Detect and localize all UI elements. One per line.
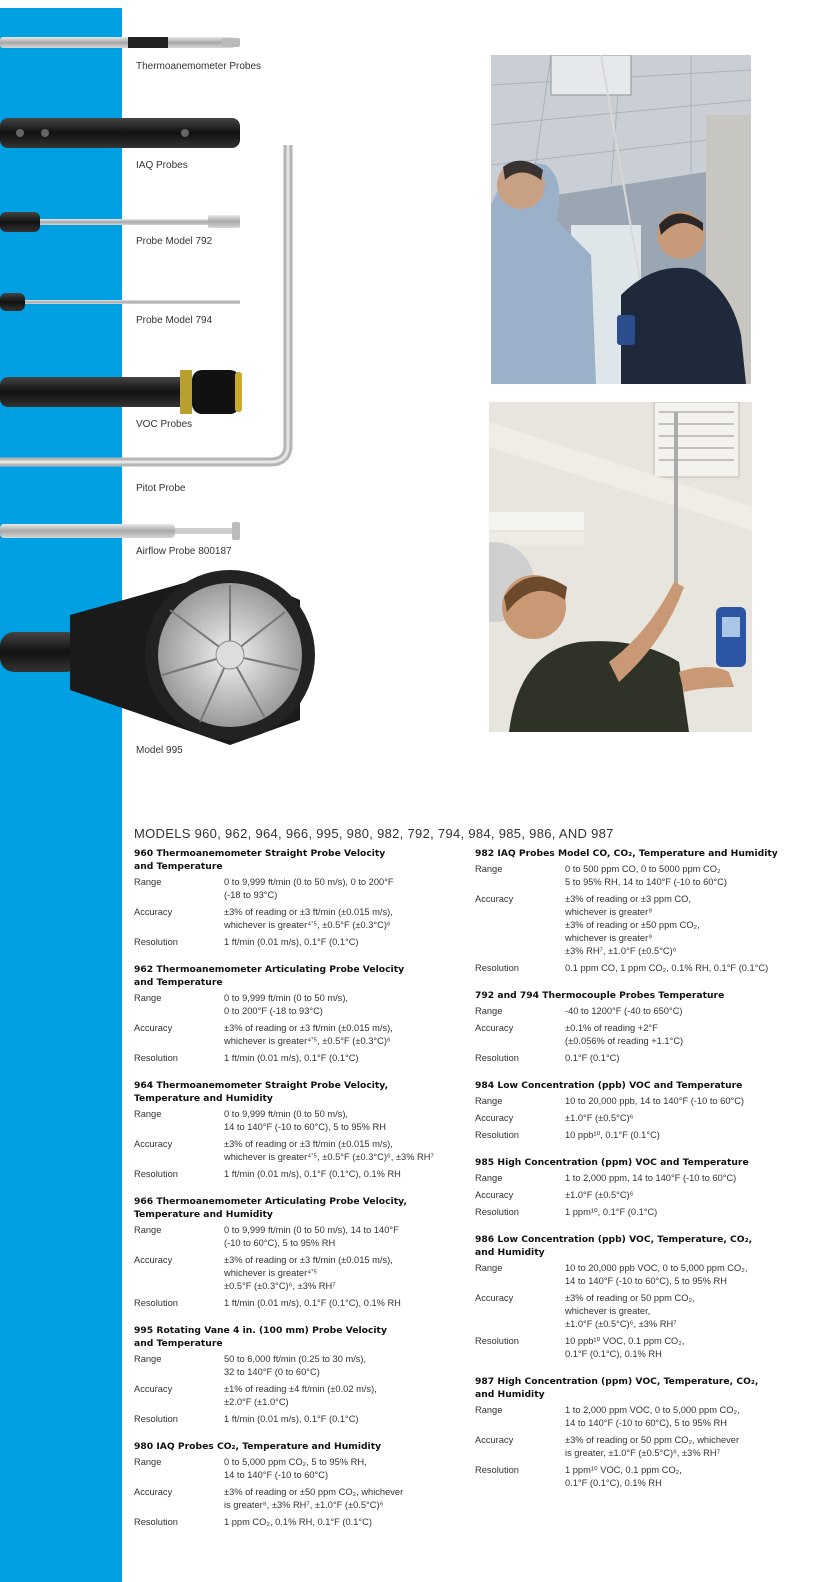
probe-label-airflow: Airflow Probe 800187 — [136, 546, 232, 557]
probe-label-792: Probe Model 792 — [136, 236, 213, 247]
spec-row — [475, 1404, 805, 1430]
spec-key: Accuracy — [134, 1384, 173, 1394]
spec-block-980 — [134, 1440, 454, 1529]
spec-key: Resolution — [134, 1053, 178, 1063]
spec-row — [134, 936, 454, 949]
spec-value: 0.1 ppm CO, 1 ppm CO₂, 0.1% RH, 0.1°F (0.1°C) — [565, 963, 769, 973]
spec-key: Accuracy — [134, 1487, 173, 1497]
spec-row — [134, 1486, 454, 1512]
spec-value: 1 ft/min (0.01 m/s), 0.1°F (0.1°C) — [224, 1414, 359, 1424]
spec-key: Range — [134, 993, 162, 1003]
probe-794-image — [0, 293, 240, 311]
spec-row — [475, 1112, 805, 1125]
spec-key: Range — [475, 1096, 503, 1106]
spec-value: ±1% of reading ±4 ft/min (±0.02 m/s), ±2.0°F (±1.0°C) — [224, 1384, 377, 1407]
spec-row — [134, 1138, 454, 1164]
spec-row — [475, 1095, 805, 1108]
spec-value: ±3% of reading or ±3 ppm CO, whichever is greater⁹ ±3% of reading or ±50 ppm CO₂, whichever is greater⁹ ±3% RH⁷, ±1.0°F (±0.5°C)⁶ — [565, 894, 700, 956]
spec-row — [134, 1168, 454, 1181]
spec-value: 1 to 2,000 ppm VOC, 0 to 5,000 ppm CO₂, 14 to 140°F (-10 to 60°C), 5 to 95% RH — [565, 1405, 740, 1428]
probe-792-image — [0, 212, 240, 232]
spec-value: ±3% of reading or ±3 ft/min (±0.015 m/s), whichever is greater⁴ʼ⁵ ±0.5°F (±0.3°C)⁶, ±3% RH⁷ — [224, 1255, 393, 1291]
probe-illustrations — [0, 0, 330, 760]
models-heading: MODELS 960, 962, 964, 966, 995, 980, 982, 792, 794, 984, 985, 986, AND 987 — [134, 826, 614, 841]
spec-row — [475, 1335, 805, 1361]
spec-block-987 — [475, 1375, 805, 1490]
specs-right-column — [475, 847, 805, 1504]
probe-label-model-995: Model 995 — [136, 745, 183, 756]
spec-key: Resolution — [475, 1207, 519, 1217]
spec-title: 985 High Concentration (ppm) VOC and Temperature — [475, 1157, 749, 1168]
specs-left-column — [134, 847, 454, 1543]
spec-value: 0 to 9,999 ft/min (0 to 50 m/s), 0 to 200°F (-18 to 93°C) — [224, 993, 349, 1016]
spec-key: Range — [134, 1354, 162, 1364]
spec-title: 995 Rotating Vane 4 in. (100 mm) Probe Velocity and Temperature — [134, 1325, 387, 1349]
spec-row — [475, 1189, 805, 1202]
spec-row — [475, 1262, 805, 1288]
spec-row — [475, 1464, 805, 1490]
spec-key: Resolution — [475, 963, 519, 973]
spec-row — [475, 1052, 805, 1065]
spec-title: 964 Thermoanemometer Straight Probe Velocity, Temperature and Humidity — [134, 1080, 389, 1104]
spec-value: 0 to 9,999 ft/min (0 to 50 m/s), 14 to 140°F (-10 to 60°C), 5 to 95% RH — [224, 1109, 386, 1132]
spec-row — [475, 962, 805, 975]
spec-value: 0 to 500 ppm CO, 0 to 5000 ppm CO₂ 5 to 95% RH, 14 to 140°F (-10 to 60°C) — [565, 864, 727, 887]
spec-key: Accuracy — [475, 1190, 514, 1200]
spec-value: ±3% of reading or ±3 ft/min (±0.015 m/s), whichever is greater⁴ʼ⁵, ±0.5°F (±0.3°C)⁶, ±3% RH⁷ — [224, 1139, 434, 1162]
thermoanemometer-probe-image — [0, 37, 240, 48]
spec-title: 982 IAQ Probes Model CO, CO₂, Temperature and Humidity — [475, 848, 778, 859]
spec-row — [134, 906, 454, 932]
spec-block-792-794 — [475, 989, 805, 1065]
spec-title: 980 IAQ Probes CO₂, Temperature and Humidity — [134, 1441, 382, 1452]
spec-value: 1 to 2,000 ppm, 14 to 140°F (-10 to 60°C) — [565, 1173, 737, 1183]
spec-key: Resolution — [475, 1465, 519, 1475]
spec-key: Accuracy — [134, 1139, 173, 1149]
model-995-vane-image — [0, 570, 315, 745]
spec-block-962 — [134, 963, 454, 1065]
spec-row — [134, 1108, 454, 1134]
spec-block-985 — [475, 1156, 805, 1219]
spec-value: 10 to 20,000 ppb VOC, 0 to 5,000 ppm CO₂, 14 to 140°F (-10 to 60°C), 5 to 95% RH — [565, 1263, 748, 1286]
spec-row — [475, 1434, 805, 1460]
spec-key: Accuracy — [134, 907, 173, 917]
spec-row — [134, 1456, 454, 1482]
spec-block-964 — [134, 1079, 454, 1181]
spec-row — [134, 1052, 454, 1065]
spec-value: 1 ft/min (0.01 m/s), 0.1°F (0.1°C) — [224, 937, 359, 947]
spec-row — [475, 1129, 805, 1142]
spec-value: ±3% of reading or ±3 ft/min (±0.015 m/s), whichever is greater⁴ʼ⁵, ±0.5°F (±0.3°C)⁶ — [224, 1023, 393, 1046]
spec-row — [475, 893, 805, 958]
spec-key: Range — [134, 1109, 162, 1119]
spec-key: Range — [134, 1457, 162, 1467]
probe-label-voc: VOC Probes — [136, 419, 193, 430]
spec-title: 984 Low Concentration (ppb) VOC and Temperature — [475, 1080, 743, 1091]
spec-value: ±1.0°F (±0.5°C)⁶ — [565, 1113, 634, 1123]
spec-value: ±1.0°F (±0.5°C)⁶ — [565, 1190, 634, 1200]
spec-title: 986 Low Concentration (ppb) VOC, Temperature, CO₂, and Humidity — [475, 1234, 753, 1258]
spec-key: Range — [134, 877, 162, 887]
probe-label-thermoanemometer: Thermoanemometer Probes — [136, 61, 262, 72]
spec-row — [134, 876, 454, 902]
spec-title: 962 Thermoanemometer Articulating Probe Velocity and Temperature — [134, 964, 405, 988]
spec-row — [134, 1297, 454, 1310]
spec-value: ±3% of reading or 50 ppm CO₂, whichever is greater, ±1.0°F (±0.5°C)⁶, ±3% RH⁷ — [565, 1293, 695, 1329]
spec-key: Range — [475, 1173, 503, 1183]
spec-value: 50 to 6,000 ft/min (0.25 to 30 m/s), 32 to 140°F (0 to 60°C) — [224, 1354, 367, 1377]
spec-key: Accuracy — [475, 1435, 514, 1445]
spec-key: Range — [134, 1225, 162, 1235]
spec-key: Accuracy — [134, 1023, 173, 1033]
spec-key: Accuracy — [475, 1113, 514, 1123]
spec-key: Range — [475, 1006, 503, 1016]
spec-key: Range — [475, 1263, 503, 1273]
spec-key: Resolution — [475, 1053, 519, 1063]
spec-row — [475, 1022, 805, 1048]
spec-key: Resolution — [134, 1414, 178, 1424]
spec-row — [134, 1022, 454, 1048]
iaq-probe-image — [0, 118, 240, 148]
spec-title: 966 Thermoanemometer Articulating Probe Velocity, Temperature and Humidity — [134, 1196, 407, 1220]
photo-duct-measurement — [489, 402, 752, 732]
spec-block-982 — [475, 847, 805, 975]
spec-value: 1 ppm¹⁰, 0.1°F (0.1°C) — [565, 1207, 658, 1217]
spec-block-995 — [134, 1324, 454, 1426]
spec-value: 1 ft/min (0.01 m/s), 0.1°F (0.1°C) — [224, 1053, 359, 1063]
spec-row — [475, 863, 805, 889]
spec-value: 1 ppm¹⁰ VOC, 0.1 ppm CO₂, 0.1°F (0.1°C), 0.1% RH — [565, 1465, 682, 1488]
spec-title: 960 Thermoanemometer Straight Probe Velocity and Temperature — [134, 848, 386, 872]
spec-key: Resolution — [134, 937, 178, 947]
spec-row — [134, 992, 454, 1018]
spec-value: 0.1°F (0.1°C) — [565, 1053, 620, 1063]
spec-value: 0 to 5,000 ppm CO₂, 5 to 95% RH, 14 to 140°F (-10 to 60°C) — [224, 1457, 367, 1480]
spec-key: Resolution — [134, 1298, 178, 1308]
spec-value: 1 ft/min (0.01 m/s), 0.1°F (0.1°C), 0.1% RH — [224, 1169, 401, 1179]
spec-value: -40 to 1200°F (-40 to 650°C) — [565, 1006, 683, 1016]
spec-row — [134, 1224, 454, 1250]
spec-value: ±3% of reading or ±50 ppm CO₂, whichever is greater⁸, ±3% RH⁷, ±1.0°F (±0.5°C)⁶ — [224, 1487, 404, 1510]
spec-row — [134, 1383, 454, 1409]
spec-row — [134, 1413, 454, 1426]
spec-value: ±3% of reading or 50 ppm CO₂, whichever is greater, ±1.0°F (±0.5°C)⁶, ±3% RH⁷ — [565, 1435, 740, 1458]
spec-value: ±3% of reading or ±3 ft/min (±0.015 m/s), whichever is greater⁴ʼ⁵, ±0.5°F (±0.3°C)⁶ — [224, 907, 393, 930]
spec-key: Accuracy — [134, 1255, 173, 1265]
spec-row — [475, 1005, 805, 1018]
spec-value: 10 to 20,000 ppb, 14 to 140°F (-10 to 60°C) — [565, 1096, 745, 1106]
probe-label-pitot: Pitot Probe — [136, 483, 186, 494]
probe-label-794: Probe Model 794 — [136, 315, 213, 326]
spec-row — [475, 1206, 805, 1219]
spec-title: 987 High Concentration (ppm) VOC, Temperature, CO₂, and Humidity — [475, 1376, 759, 1400]
spec-key: Accuracy — [475, 1293, 514, 1303]
spec-row — [475, 1172, 805, 1185]
spec-block-984 — [475, 1079, 805, 1142]
spec-value: 10 ppb¹⁰, 0.1°F (0.1°C) — [565, 1130, 660, 1140]
spec-row — [134, 1353, 454, 1379]
spec-key: Resolution — [134, 1169, 178, 1179]
spec-value: ±0.1% of reading +2°F (±0.056% of reading +1.1°C) — [565, 1023, 684, 1046]
spec-value: 0 to 9,999 ft/min (0 to 50 m/s), 14 to 140°F (-10 to 60°C), 5 to 95% RH — [224, 1225, 399, 1248]
spec-key: Accuracy — [475, 894, 514, 904]
spec-key: Range — [475, 1405, 503, 1415]
spec-key: Range — [475, 864, 503, 874]
spec-block-986 — [475, 1233, 805, 1361]
spec-value: 1 ft/min (0.01 m/s), 0.1°F (0.1°C), 0.1% RH — [224, 1298, 401, 1308]
spec-value: 10 ppb¹⁰ VOC, 0.1 ppm CO₂, 0.1°F (0.1°C), 0.1% RH — [565, 1336, 685, 1359]
spec-block-960 — [134, 847, 454, 949]
airflow-probe-image — [0, 522, 240, 540]
spec-row — [475, 1292, 805, 1331]
spec-row — [134, 1254, 454, 1293]
spec-value: 1 ppm CO₂, 0.1% RH, 0.1°F (0.1°C) — [224, 1517, 372, 1527]
spec-key: Resolution — [475, 1336, 519, 1346]
voc-probe-image — [0, 370, 242, 414]
spec-key: Accuracy — [475, 1023, 514, 1033]
spec-title: 792 and 794 Thermocouple Probes Temperature — [475, 990, 725, 1001]
probe-label-iaq: IAQ Probes — [136, 160, 188, 171]
spec-value: 0 to 9,999 ft/min (0 to 50 m/s), 0 to 200°F (-18 to 93°C) — [224, 877, 394, 900]
spec-key: Resolution — [134, 1517, 178, 1527]
photo-ceiling-measurement — [491, 55, 751, 384]
spec-row — [134, 1516, 454, 1529]
spec-block-966 — [134, 1195, 454, 1310]
spec-key: Resolution — [475, 1130, 519, 1140]
